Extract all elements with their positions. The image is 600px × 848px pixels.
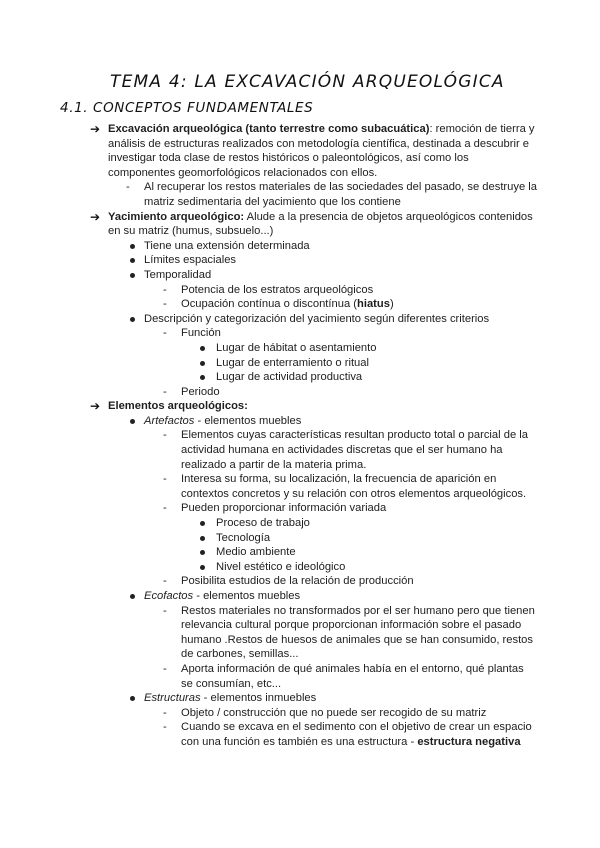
bullet-text: Tiene una extensión determinada bbox=[144, 239, 310, 252]
dot-bullet-icon bbox=[130, 244, 135, 249]
list-item-yacimiento bbox=[0, 210, 600, 239]
dot-bullet-icon bbox=[130, 594, 135, 599]
term-yacimiento: Yacimiento arqueológico: bbox=[108, 210, 245, 223]
sub-item bbox=[0, 574, 600, 589]
dash-bullet-icon: - bbox=[163, 327, 167, 340]
list-item-excavacion bbox=[0, 122, 600, 180]
category-suffix: - elementos muebles bbox=[193, 590, 301, 602]
sub-item-text: Ocupación contínua o discontínua ( bbox=[181, 298, 358, 311]
bullet-item-artefactos bbox=[0, 414, 600, 429]
nested-bullet-item bbox=[0, 545, 600, 560]
dash-bullet-icon: - bbox=[163, 706, 167, 719]
sub-item bbox=[0, 326, 600, 341]
nested-bullet-item bbox=[0, 370, 600, 385]
category-name: Ecofactos bbox=[144, 590, 194, 602]
definition-yacimiento: Alude a la presencia de objetos arqueológicos contenidos en su matriz (humus, subsuelo...) bbox=[108, 210, 533, 238]
sub-item bbox=[0, 720, 600, 749]
dash-bullet-icon: - bbox=[163, 298, 167, 311]
nested-bullet-text: Lugar de hábitat o asentamiento bbox=[216, 341, 377, 354]
nested-bullet-item bbox=[0, 516, 600, 531]
sub-item bbox=[0, 283, 600, 298]
dot-bullet-icon bbox=[130, 258, 135, 263]
category-name: Estructuras bbox=[144, 692, 201, 705]
dash-bullet-icon: - bbox=[163, 575, 167, 588]
sub-item-text: Interesa su forma, su localización, la frecuencia de aparición en contextos concretos y su relación con otros elementos arqueológicos. bbox=[181, 473, 527, 500]
bullet-item bbox=[0, 312, 600, 327]
definition-excavacion: : remoción de tierra y análisis de estructuras realizados con metodología científica, destinada a descubrir e investigar toda clase de restos históricos o paleontológicos, así como los componentes geomorfológicos relacionados con ellos. bbox=[108, 123, 535, 179]
term-elementos: Elementos arqueológicos: bbox=[108, 400, 248, 413]
nested-bullet-text: Nivel estético e ideológico bbox=[216, 560, 346, 573]
bullet-text: Límites espaciales bbox=[144, 254, 237, 267]
sub-item bbox=[0, 472, 600, 501]
section-heading: 4.1. CONCEPTOS FUNDAMENTALES bbox=[60, 100, 314, 116]
list-item-elementos bbox=[0, 399, 600, 414]
dash-bullet-icon: - bbox=[163, 429, 167, 442]
dot-bullet-icon bbox=[200, 550, 205, 555]
bullet-text: Temporalidad bbox=[144, 268, 212, 281]
dash-bullet-icon: - bbox=[163, 721, 167, 734]
sub-item bbox=[0, 297, 600, 312]
nested-bullet-item bbox=[0, 560, 600, 575]
dash-bullet-icon: - bbox=[163, 502, 167, 515]
sub-item-text: Pueden proporcionar información variada bbox=[181, 502, 387, 515]
dash-bullet-icon: - bbox=[163, 283, 167, 296]
sub-item bbox=[0, 501, 600, 516]
sub-item bbox=[0, 662, 600, 691]
bullet-item-ecofactos bbox=[0, 589, 600, 604]
dot-bullet-icon bbox=[200, 536, 205, 541]
arrow-bullet-icon: ➔ bbox=[90, 122, 101, 136]
dash-bullet-icon: - bbox=[163, 604, 167, 617]
dot-bullet-icon bbox=[200, 521, 205, 526]
bullet-item bbox=[0, 239, 600, 254]
bold-term: estructura negativa bbox=[417, 735, 521, 748]
dot-bullet-icon bbox=[130, 273, 135, 278]
category-suffix: - elementos inmuebles bbox=[200, 692, 317, 705]
sub-item-text: Posibilita estudios de la relación de producción bbox=[181, 575, 414, 588]
sub-item-text: Periodo bbox=[181, 385, 220, 398]
sub-item-text: Potencia de los estratos arqueológicos bbox=[181, 283, 374, 296]
nested-bullet-item bbox=[0, 356, 600, 371]
sub-item-text: Al recuperar los restos materiales de las sociedades del pasado, se destruye la matriz sedimentaria del yacimiento que los contiene bbox=[144, 181, 538, 208]
category-name: Artefactos bbox=[144, 414, 195, 427]
nested-bullet-text: Lugar de enterramiento o ritual bbox=[216, 356, 369, 369]
sub-item-text: Cuando se excava en el sedimento con el objetivo de crear un espacio con una función es también es una estructura - bbox=[181, 721, 532, 748]
nested-bullet-text: Lugar de actividad productiva bbox=[216, 371, 363, 384]
document-body bbox=[0, 122, 600, 750]
dot-bullet-icon bbox=[200, 361, 205, 366]
dot-bullet-icon bbox=[130, 419, 135, 424]
sub-item-text: Restos materiales no transformados por el ser humano pero que tienen relevancia cultural porque proporcionan información sobre el pasado humano .Restos de huesos de animales que se han consumido, restos de carbones, semillas... bbox=[181, 604, 535, 661]
sub-item bbox=[0, 428, 600, 472]
term-excavacion: Excavación arqueológica (tanto terrestre como subacuática) bbox=[108, 123, 430, 135]
sub-item bbox=[0, 385, 600, 400]
dot-bullet-icon bbox=[200, 346, 205, 351]
bold-term: hiatus bbox=[357, 298, 390, 311]
bullet-item bbox=[0, 253, 600, 268]
dot-bullet-icon bbox=[200, 565, 205, 570]
bullet-item-estructuras bbox=[0, 691, 600, 706]
sub-item-text: Objeto / construcción que no puede ser recogido de su matriz bbox=[181, 706, 487, 719]
nested-bullet-text: Proceso de trabajo bbox=[216, 517, 310, 530]
nested-bullet-item bbox=[0, 341, 600, 356]
nested-bullet-text: Medio ambiente bbox=[216, 546, 296, 559]
sub-item bbox=[0, 706, 600, 721]
sub-item-text: Función bbox=[181, 327, 221, 340]
dash-bullet-icon: - bbox=[163, 385, 167, 398]
bullet-text: Descripción y categorización del yacimiento según diferentes criterios bbox=[144, 312, 490, 325]
dash-bullet-icon: - bbox=[126, 181, 130, 194]
dot-bullet-icon bbox=[200, 375, 205, 380]
arrow-bullet-icon: ➔ bbox=[90, 399, 101, 414]
sub-item bbox=[0, 604, 600, 662]
document-title: TEMA 4: LA EXCAVACIÓN ARQUEOLÓGICA bbox=[110, 72, 505, 92]
nested-bullet-item bbox=[0, 531, 600, 546]
nested-bullet-text: Tecnología bbox=[216, 531, 271, 544]
category-suffix: - elementos muebles bbox=[194, 414, 302, 427]
sub-item-text: Aporta información de qué animales había en el entorno, qué plantas se consumían, etc... bbox=[181, 662, 524, 690]
dash-bullet-icon: - bbox=[163, 662, 167, 675]
sub-item-text: Elementos cuyas características resultan producto total o parcial de la actividad humana en actividades discretas que el ser humano ha realizado a partir de la materia prima. bbox=[181, 429, 528, 471]
sub-item bbox=[0, 180, 600, 209]
sub-item-text: ) bbox=[389, 298, 394, 311]
dash-bullet-icon: - bbox=[163, 473, 167, 486]
arrow-bullet-icon: ➔ bbox=[90, 209, 101, 224]
dot-bullet-icon bbox=[130, 317, 135, 322]
dot-bullet-icon bbox=[130, 696, 135, 701]
bullet-item bbox=[0, 268, 600, 283]
